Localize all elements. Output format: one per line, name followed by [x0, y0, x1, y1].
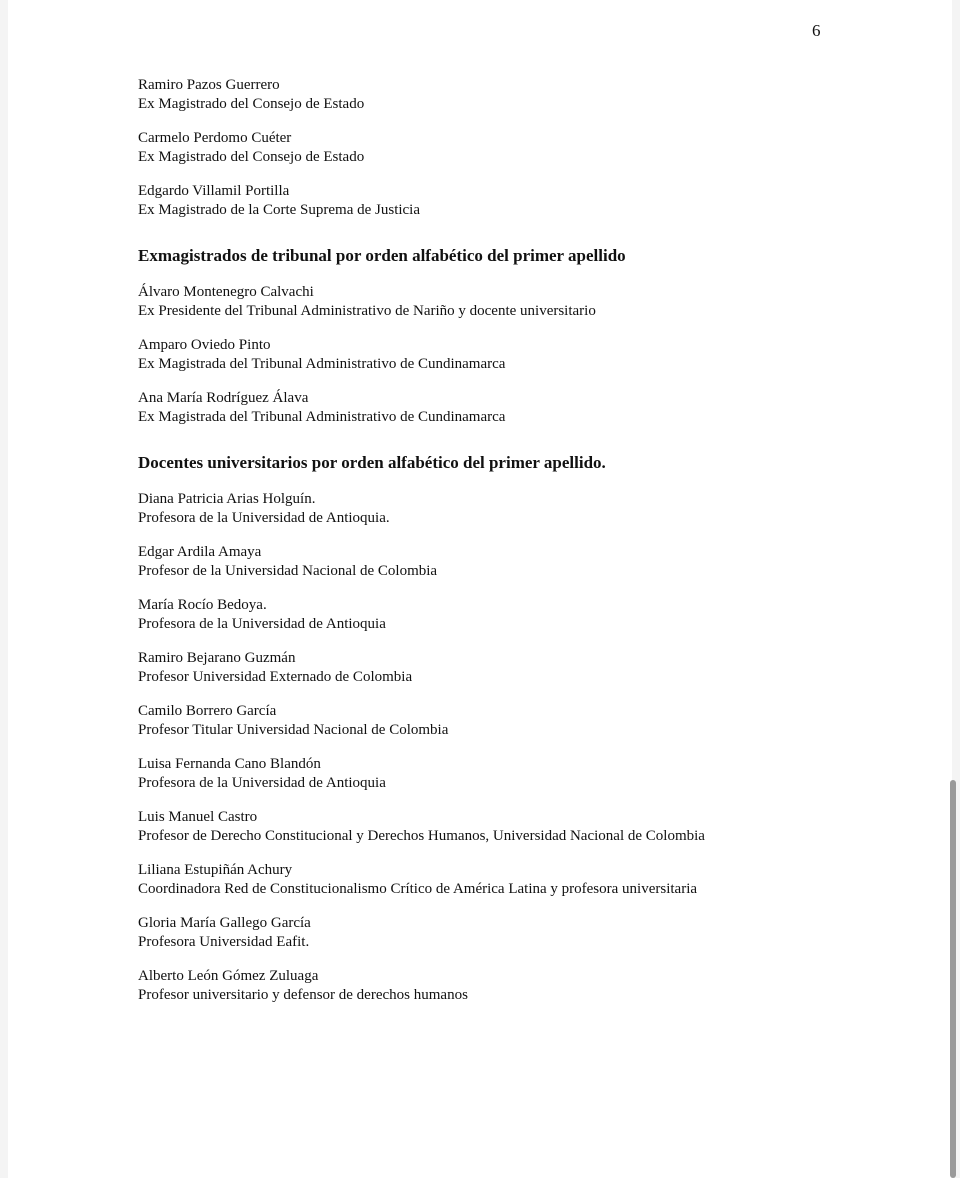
person-name: Alberto León Gómez Zuluaga	[138, 968, 319, 984]
person-role: Ex Magistrado del Consejo de Estado	[138, 148, 365, 165]
page-number: 6	[812, 21, 821, 40]
person-name: Gloria María Gallego García	[138, 915, 311, 931]
person-name: Liliana Estupiñán Achury	[138, 862, 293, 878]
list-item	[138, 914, 898, 951]
list-item	[138, 336, 898, 373]
list-item	[138, 389, 898, 426]
person-role: Profesora de la Universidad de Antioquia.	[138, 509, 390, 526]
list-item	[138, 129, 898, 166]
person-role: Profesor de la Universidad Nacional de Colombia	[138, 562, 438, 579]
person-role: Profesora de la Universidad de Antioquia	[138, 615, 386, 632]
person-name: Álvaro Montenegro Calvachi	[138, 284, 314, 300]
list-item	[138, 490, 898, 527]
document-body	[138, 76, 898, 1020]
person-name: Edgardo Villamil Portilla	[138, 183, 290, 199]
person-name: Carmelo Perdomo Cuéter	[138, 130, 292, 146]
person-role: Profesora de la Universidad de Antioquia	[138, 774, 386, 791]
person-name: Diana Patricia Arias Holguín.	[138, 491, 316, 507]
list-item	[138, 543, 898, 580]
list-item	[138, 967, 898, 1004]
section-heading-docentes: Docentes universitarios por orden alfabético del primer apellido.	[138, 453, 606, 472]
person-name: Luis Manuel Castro	[138, 809, 258, 825]
person-role: Ex Presidente del Tribunal Administrativo de Nariño y docente universitario	[138, 302, 596, 319]
person-role: Profesor de Derecho Constitucional y Derechos Humanos, Universidad Nacional de Colombia	[138, 827, 705, 844]
person-role: Coordinadora Red de Constitucionalismo Crítico de América Latina y profesora universitaria	[138, 880, 698, 897]
document-page	[8, 0, 952, 1178]
list-item	[138, 76, 898, 113]
list-item	[138, 283, 898, 320]
list-item	[138, 808, 898, 845]
list-item	[138, 861, 898, 898]
list-item	[138, 702, 898, 739]
person-role: Profesor Titular Universidad Nacional de Colombia	[138, 721, 449, 738]
person-role: Ex Magistrada del Tribunal Administrativo de Cundinamarca	[138, 408, 506, 425]
person-role: Ex Magistrado de la Corte Suprema de Justicia	[138, 201, 421, 218]
person-name: Camilo Borrero García	[138, 703, 277, 719]
list-item	[138, 755, 898, 792]
section-heading-tribunal: Exmagistrados de tribunal por orden alfabético del primer apellido	[138, 246, 626, 265]
person-name: Amparo Oviedo Pinto	[138, 337, 271, 353]
person-role: Profesor universitario y defensor de derechos humanos	[138, 986, 468, 1003]
person-role: Ex Magistrada del Tribunal Administrativo de Cundinamarca	[138, 355, 506, 372]
list-item	[138, 596, 898, 633]
person-role: Profesor Universidad Externado de Colombia	[138, 668, 413, 685]
list-item	[138, 649, 898, 686]
person-role: Profesora Universidad Eafit.	[138, 933, 310, 950]
person-name: Edgar Ardila Amaya	[138, 544, 262, 560]
person-name: Ana María Rodríguez Álava	[138, 390, 309, 406]
person-name: Luisa Fernanda Cano Blandón	[138, 756, 321, 772]
list-item	[138, 182, 898, 219]
person-name: Ramiro Bejarano Guzmán	[138, 650, 296, 666]
person-name: María Rocío Bedoya.	[138, 597, 267, 613]
person-name: Ramiro Pazos Guerrero	[138, 77, 280, 93]
scrollbar-thumb[interactable]	[950, 780, 956, 1178]
person-role: Ex Magistrado del Consejo de Estado	[138, 95, 365, 112]
